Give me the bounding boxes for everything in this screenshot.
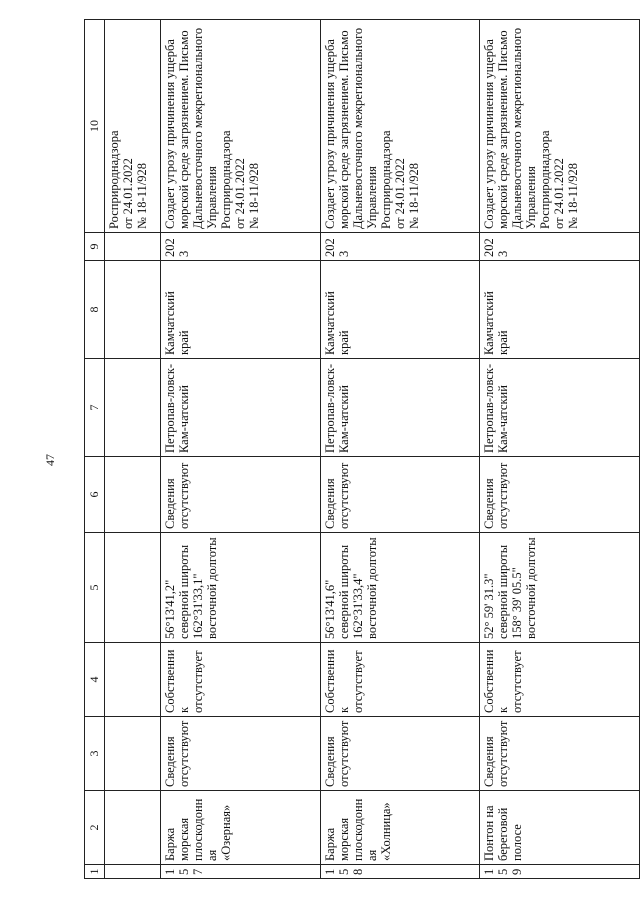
registry-table	[84, 19, 640, 879]
header-cell: 6	[85, 457, 105, 533]
table-header-row	[85, 20, 105, 879]
info2-cell: Сведения отсутствуют	[161, 457, 321, 533]
owner-cell: Собственник отсутствует	[480, 643, 640, 717]
header-cell: 10	[85, 20, 105, 233]
table-row	[320, 20, 480, 879]
year-cell: 2023	[320, 233, 480, 261]
table-row-continuation	[104, 20, 161, 879]
info-cell: Сведения отсутствуют	[161, 717, 321, 791]
header-cell: 3	[85, 717, 105, 791]
row-number: 157	[161, 865, 321, 879]
region-cell: Камчатский край	[320, 261, 480, 359]
header-cell: 4	[85, 643, 105, 717]
year-cell: 2023	[480, 233, 640, 261]
info-cell: Сведения отсутствуют	[320, 717, 480, 791]
note-cell: Создает угрозу причинения ущерба морской среде загрязнением. Письмо Дальневосточного межрегионального Управления Росприроднадзора от 24.01.2022 № 18-11/928	[320, 20, 480, 233]
header-cell: 2	[85, 791, 105, 865]
owner-cell: Собственник отсутствует	[320, 643, 480, 717]
owner-cell: Собственник отсутствует	[161, 643, 321, 717]
note-cell: Создает угрозу причинения ущерба морской среде загрязнением. Письмо Дальневосточного межрегионального Управления Росприроднадзора от 24.01.2022 № 18-11/928	[161, 20, 321, 233]
coordinates-cell: 56°13'41,2" северной широты 162°31'33,1" восточной долготы	[161, 533, 321, 643]
table-row	[161, 20, 321, 879]
registry-table-wrapper	[84, 19, 640, 879]
object-name: Баржа морская плоскодонная «Озерная»	[161, 791, 321, 865]
region-cell: Камчатский край	[480, 261, 640, 359]
header-cell: 1	[85, 865, 105, 879]
table-row	[480, 20, 640, 879]
year-cell: 2023	[161, 233, 321, 261]
page-number: 47	[43, 454, 57, 466]
note-cell: Создает угрозу причинения ущерба морской среде загрязнением. Письмо Дальневосточного межрегионального Управления Росприроднадзора от 24.01.2022 № 18-11/928	[480, 20, 640, 233]
info2-cell: Сведения отсутствуют	[320, 457, 480, 533]
row-number: 159	[480, 865, 640, 879]
header-cell: 8	[85, 261, 105, 359]
header-cell: 9	[85, 233, 105, 261]
city-cell: Петропав-ловск-Кам-чатский	[320, 359, 480, 457]
coordinates-cell: 56°13'41,6" северной широты 162°31'33,4" восточной долготы	[320, 533, 480, 643]
region-cell: Камчатский край	[161, 261, 321, 359]
info-cell: Сведения отсутствуют	[480, 717, 640, 791]
header-cell: 7	[85, 359, 105, 457]
header-cell: 5	[85, 533, 105, 643]
coordinates-cell: 52° 59' 31.3" северной широты 158° 39' 05.5" восточной долготы	[480, 533, 640, 643]
city-cell: Петропав-ловск-Кам-чатский	[161, 359, 321, 457]
city-cell: Петропав-ловск-Кам-чатский	[480, 359, 640, 457]
row-number: 158	[320, 865, 480, 879]
object-name: Баржа морская плоскодонная «Холница»	[320, 791, 480, 865]
object-name: Понтон на береговой полосе	[480, 791, 640, 865]
info2-cell: Сведения отсутствуют	[480, 457, 640, 533]
note-cell: Росприроднадзора от 24.01.2022 № 18-11/928	[104, 20, 161, 233]
